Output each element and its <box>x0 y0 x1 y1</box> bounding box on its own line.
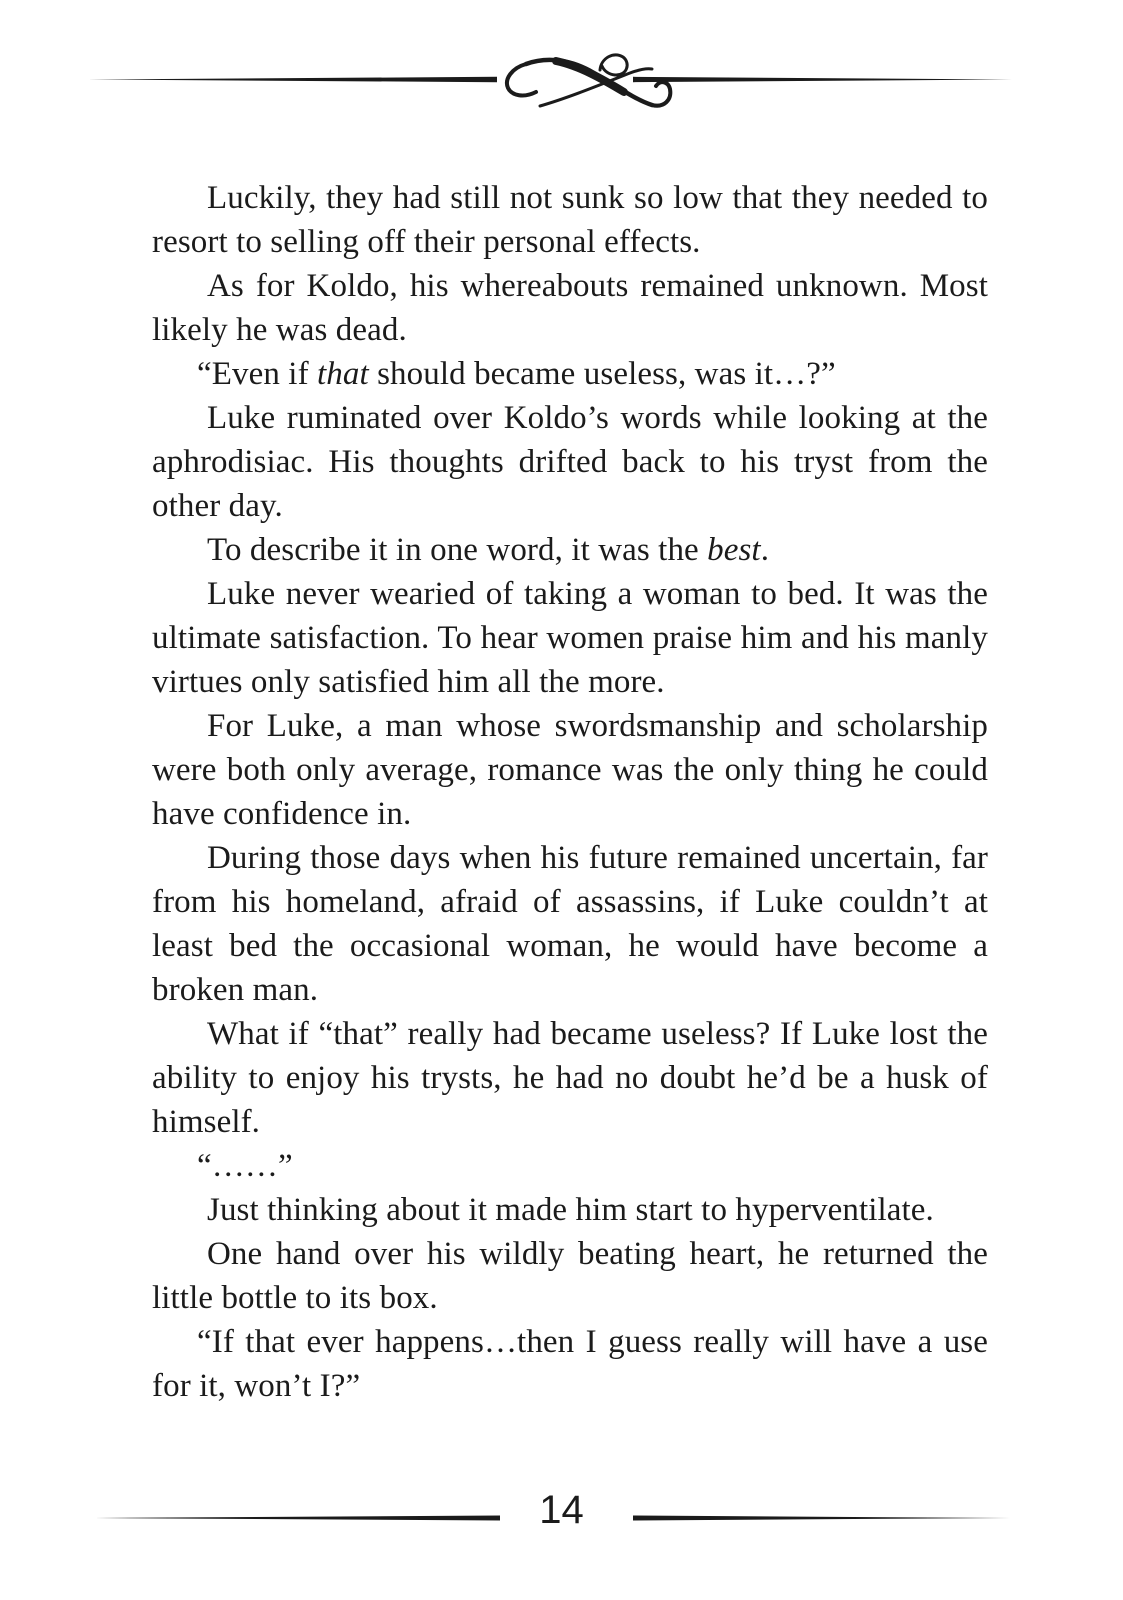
paragraph-2 <box>152 264 988 352</box>
body-text: During those days when his future remained uncertain, far from his homeland, afraid of assassins, if Luke couldn’t at least bed the occasional woman, he would have become a broken man. <box>152 840 988 1008</box>
header-divider <box>0 40 1123 160</box>
body-text: To describe it in one word, it was the <box>207 532 708 568</box>
body-text: Luke never wearied of taking a woman to bed. It was the ultimate satisfaction. To hear women praise him and his manly virtues only satisfied him all the more. <box>152 576 988 700</box>
header-rule-left <box>88 77 497 82</box>
body-text: should became useless, was it…?” <box>368 356 836 392</box>
paragraph-10 <box>152 1144 988 1188</box>
body-text: One hand over his wildly beating heart, he returned the little bottle to its box. <box>152 1236 988 1316</box>
paragraph-5 <box>152 528 988 572</box>
paragraph-12 <box>152 1232 988 1320</box>
body-text: “If that ever happens…then I guess really will have a use for it, won’t I?” <box>152 1324 988 1404</box>
body-text: “Even if <box>197 356 318 392</box>
page-text <box>152 176 988 1408</box>
italic-text: that <box>317 356 369 392</box>
page-footer <box>0 1478 1123 1548</box>
body-text: . <box>760 532 770 568</box>
body-text: Luckily, they had still not sunk so low that they needed to resort to selling off their personal effects. <box>152 180 988 260</box>
paragraph-4 <box>152 396 988 528</box>
italic-text: best <box>707 532 761 568</box>
paragraph-3 <box>152 352 988 396</box>
page-number: 14 <box>539 1488 584 1532</box>
body-text: As for Koldo, his whereabouts remained unknown. Most likely he was dead. <box>152 268 988 348</box>
body-text: Just thinking about it made him start to hyperventilate. <box>207 1192 934 1228</box>
body-text: “……” <box>197 1148 293 1184</box>
paragraph-9 <box>152 1012 988 1144</box>
paragraph-1 <box>152 176 988 264</box>
paragraph-7 <box>152 704 988 836</box>
paragraph-8 <box>152 836 988 1012</box>
paragraph-11 <box>152 1188 988 1232</box>
body-text: For Luke, a man whose swordsmanship and scholarship were both only average, romance was the only thing he could have confidence in. <box>152 708 988 832</box>
body-text: What if “that” really had became useless? If Luke lost the ability to enjoy his trysts, he had no doubt he’d be a husk of himself. <box>152 1016 988 1140</box>
paragraph-6 <box>152 572 988 704</box>
header-rule-right <box>633 77 1012 82</box>
paragraph-13 <box>152 1320 988 1408</box>
body-text: Luke ruminated over Koldo’s words while looking at the aphrodisiac. His thoughts drifted back to his tryst from the other day. <box>152 400 988 524</box>
